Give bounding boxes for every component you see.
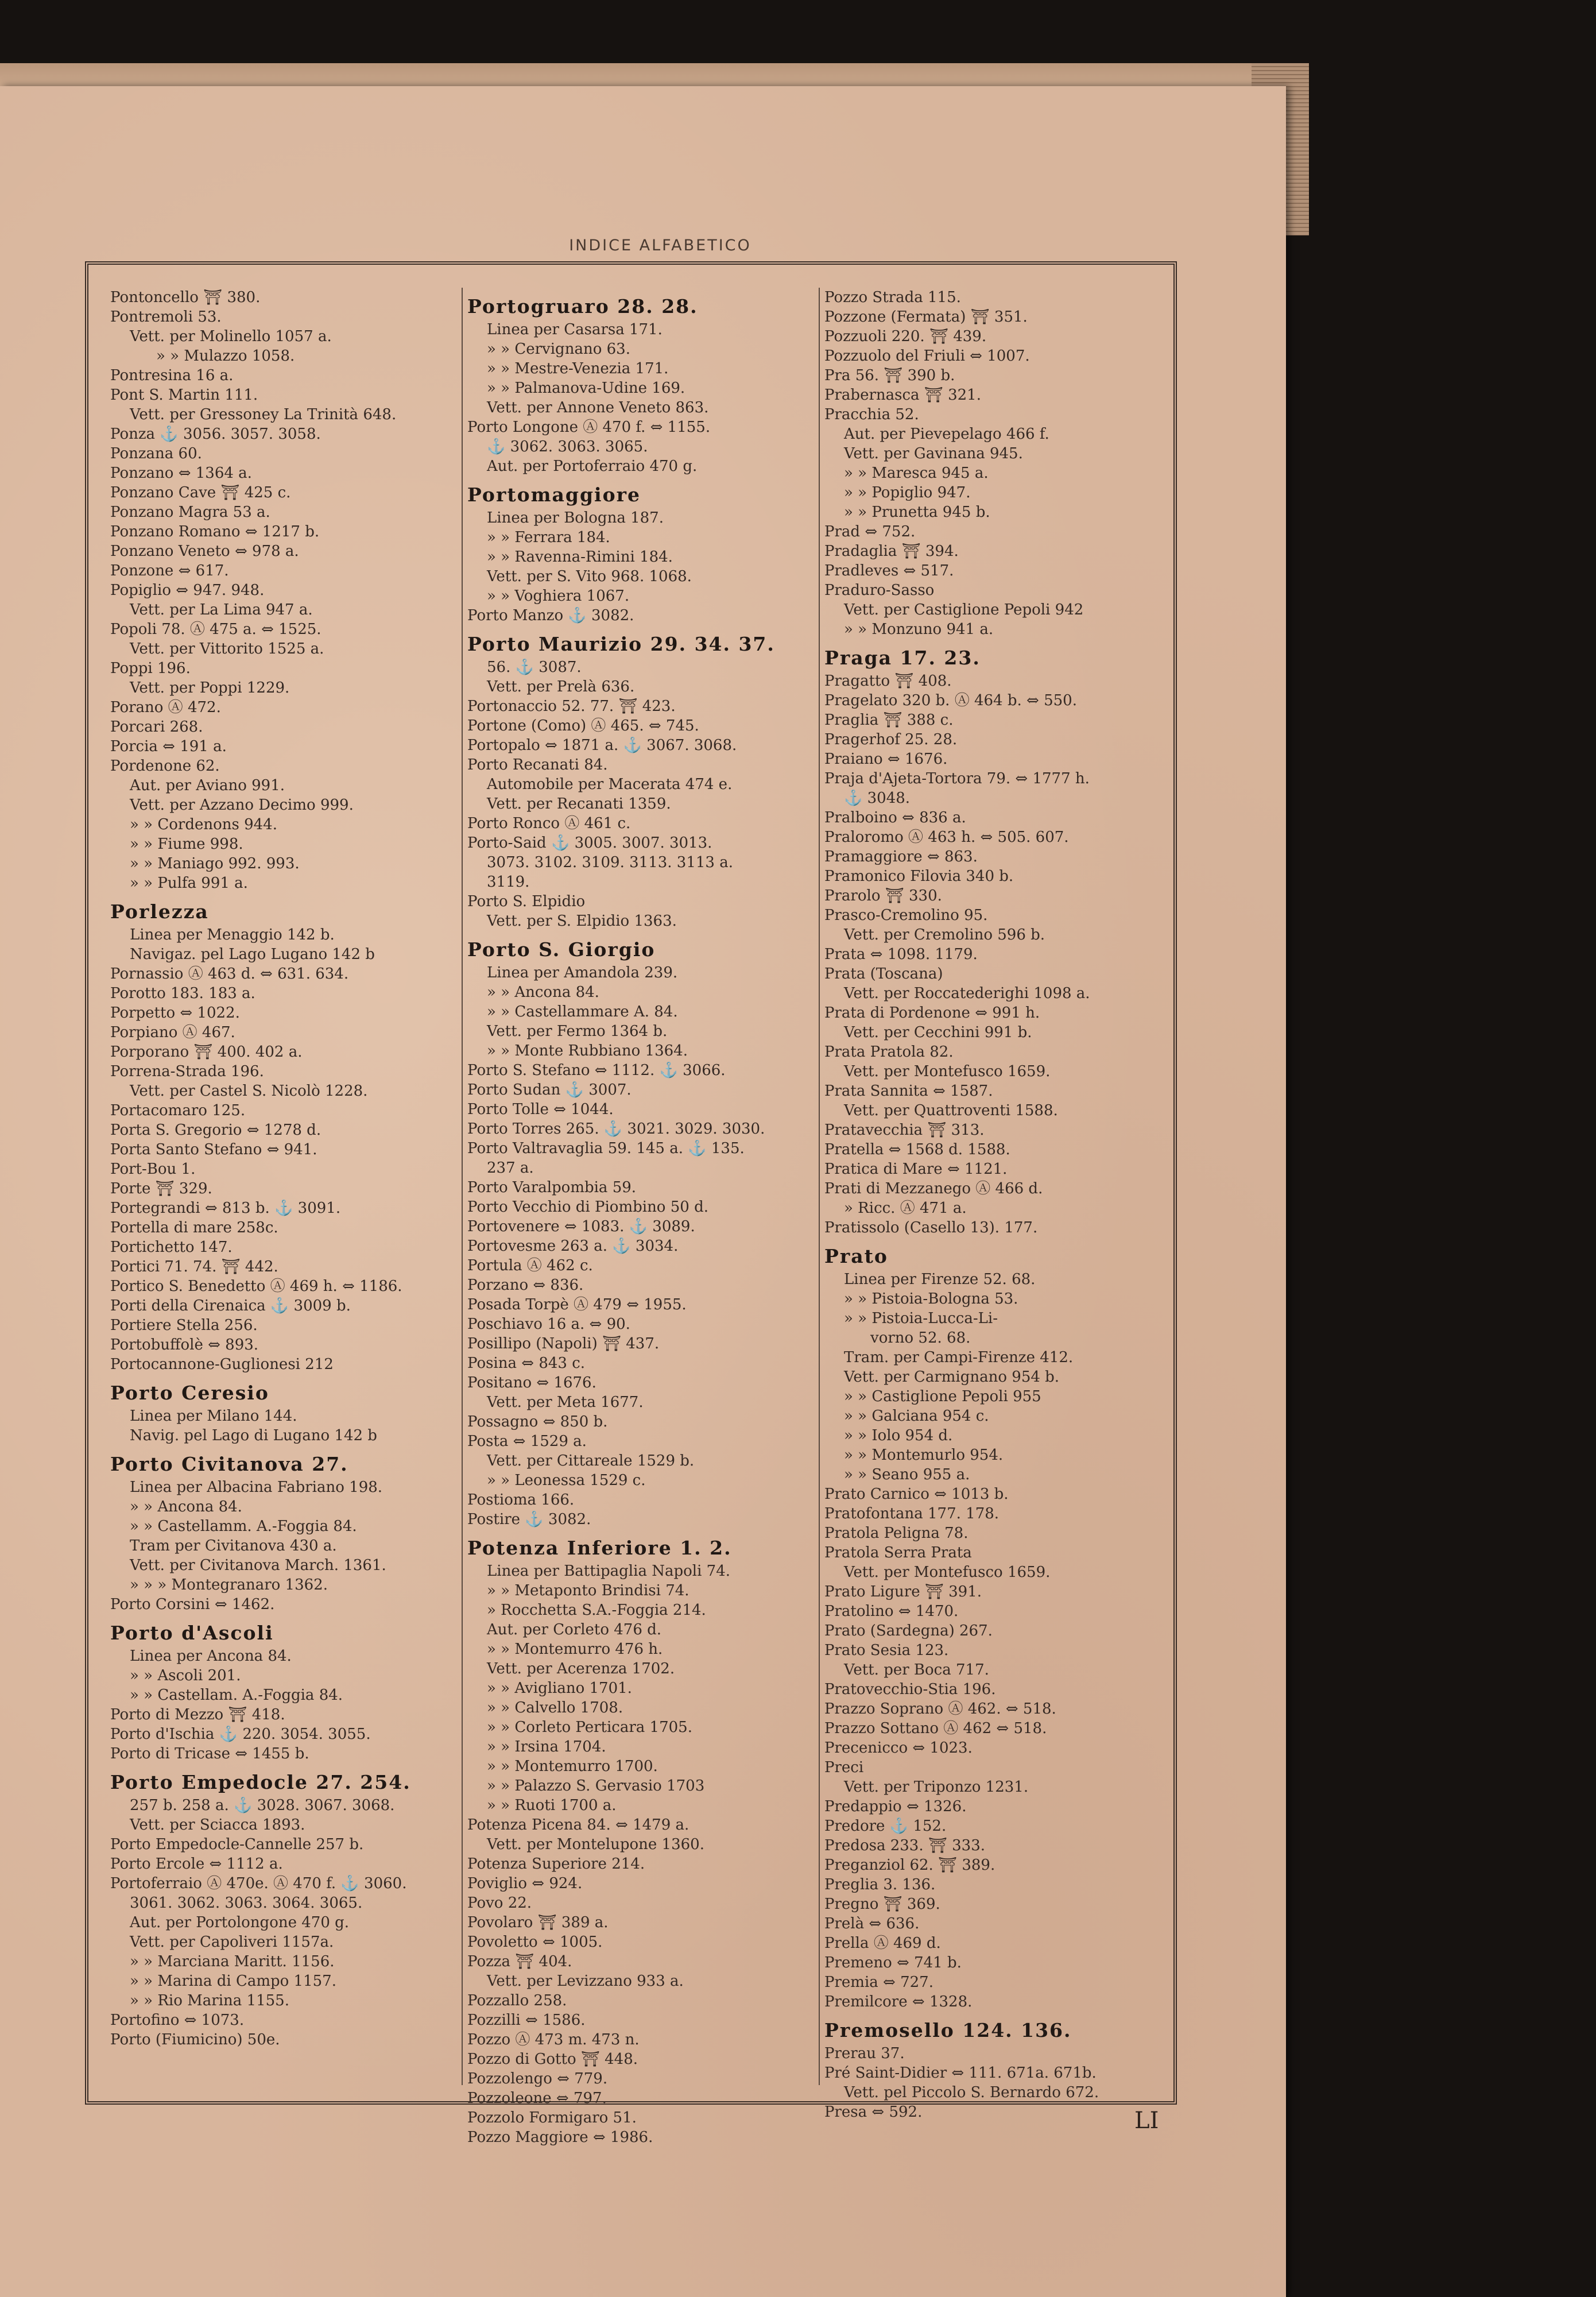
index-entry: 257 b. 258 a. ⚓ 3028. 3067. 3068. xyxy=(130,1797,395,1814)
index-entry: Porpetto ⇔ 1022. xyxy=(110,1004,240,1022)
index-entry: » » Palmanova-Udine 169. xyxy=(487,380,685,397)
index-entry: » » Voghiera 1067. xyxy=(487,587,630,605)
index-entry: Prata ⇔ 1098. 1179. xyxy=(824,946,978,963)
index-entry: Povoletto ⇔ 1005. xyxy=(467,1933,603,1951)
index-entry: » » Montemurlo 954. xyxy=(844,1447,1004,1464)
index-heading: Portogruaro 28. 28. xyxy=(467,295,698,318)
index-entry: Porto di Mezzo ⛩ 418. xyxy=(110,1706,285,1723)
index-entry: » » Monte Rubbiano 1364. xyxy=(487,1042,688,1059)
index-entry: Vett. per Gressoney La Trinità 648. xyxy=(130,406,397,423)
index-entry: Pramonico Filovia 340 b. xyxy=(824,868,1014,885)
index-entry: Vett. per Castel S. Nicolò 1228. xyxy=(130,1082,368,1100)
index-entry: » » Castellamm. A.-Foggia 84. xyxy=(130,1518,357,1535)
index-entry: » » Fiume 998. xyxy=(130,836,243,853)
index-entry: Ponzone ⇔ 617. xyxy=(110,562,229,579)
index-column-3 xyxy=(824,288,1163,2121)
index-entry: Povolaro ⛩ 389 a. xyxy=(467,1914,609,1931)
index-entry: » » Palazzo S. Gervasio 1703 xyxy=(487,1777,705,1795)
index-entry: Porto Manzo ⚓ 3082. xyxy=(467,607,634,624)
index-entry: Pra 56. ⛩ 390 b. xyxy=(824,367,955,384)
index-entry: Prato Ligure ⛩ 391. xyxy=(824,1583,982,1600)
index-entry: » Ricc. Ⓐ 471 a. xyxy=(844,1200,967,1217)
index-entry: Vett. per Cittareale 1529 b. xyxy=(487,1452,695,1470)
index-entry: Prata di Pordenone ⇔ 991 h. xyxy=(824,1004,1040,1022)
index-entry: » » Metaponto Brindisi 74. xyxy=(487,1582,689,1599)
index-entry: » » Leonessa 1529 c. xyxy=(487,1472,646,1489)
index-entry: Vett. per Roccatederighi 1098 a. xyxy=(844,985,1090,1002)
index-entry: Porto Sudan ⚓ 3007. xyxy=(467,1081,632,1099)
index-entry: » » Ancona 84. xyxy=(130,1498,242,1515)
index-entry: Poschiavo 16 a. ⇔ 90. xyxy=(467,1316,630,1333)
index-entry: Predappio ⇔ 1326. xyxy=(824,1798,967,1815)
index-entry: Porto Recanati 84. xyxy=(467,756,608,774)
index-entry: Portici 71. 74. ⛩ 442. xyxy=(110,1258,278,1275)
index-entry: Vett. per Azzano Decimo 999. xyxy=(130,796,354,814)
index-entry: Popiglio ⇔ 947. 948. xyxy=(110,582,265,599)
index-entry: Ponzano Romano ⇔ 1217 b. xyxy=(110,523,320,540)
index-entry: Pratovecchio-Stia 196. xyxy=(824,1681,996,1698)
index-entry: Vett. per Capoliveri 1157a. xyxy=(130,1933,334,1951)
index-entry: Porta S. Gregorio ⇔ 1278 d. xyxy=(110,1122,321,1139)
index-entry: » » Pistoia-Lucca-Li- xyxy=(844,1310,998,1327)
index-entry: Premilcore ⇔ 1328. xyxy=(824,1993,973,2010)
index-entry: Linea per Menaggio 142 b. xyxy=(130,926,335,943)
index-entry: Vett. per Montelupone 1360. xyxy=(487,1836,704,1853)
index-entry: Poppi 196. xyxy=(110,660,191,677)
index-entry: Poviglio ⇔ 924. xyxy=(467,1875,583,1892)
index-entry: Pozzo Maggiore ⇔ 1986. xyxy=(467,2129,653,2146)
index-entry: Prata (Toscana) xyxy=(824,965,943,983)
index-entry: Pratica di Mare ⇔ 1121. xyxy=(824,1161,1008,1178)
index-entry: Pramaggiore ⇔ 863. xyxy=(824,848,978,865)
index-entry: Vett. per Cecchini 991 b. xyxy=(844,1024,1032,1041)
index-entry: » » Montemurro 1700. xyxy=(487,1758,658,1775)
index-entry: Navig. pel Lago di Lugano 142 b xyxy=(130,1427,377,1444)
index-entry: Vett. per Recanati 1359. xyxy=(487,795,671,813)
index-entry: Porto Varalpombia 59. xyxy=(467,1179,637,1196)
index-entry: Pradleves ⇔ 517. xyxy=(824,562,954,579)
index-entry: Porrena-Strada 196. xyxy=(110,1063,264,1080)
index-entry: Praglia ⛩ 388 c. xyxy=(824,711,954,729)
index-entry: Premeno ⇔ 741 b. xyxy=(824,1954,962,1971)
index-entry: Vett. per Meta 1677. xyxy=(487,1394,644,1411)
index-entry: Praloromo Ⓐ 463 h. ⇔ 505. 607. xyxy=(824,829,1069,846)
index-entry: » » Ruoti 1700 a. xyxy=(487,1797,617,1814)
index-entry: Navigaz. pel Lago Lugano 142 b xyxy=(130,946,375,963)
index-entry: Posina ⇔ 843 c. xyxy=(467,1355,586,1372)
index-entry: Linea per Albacina Fabriano 198. xyxy=(130,1479,383,1496)
index-entry: Porti della Cirenaica ⚓ 3009 b. xyxy=(110,1297,351,1314)
index-frame xyxy=(85,261,1177,2146)
index-entry: Postioma 166. xyxy=(467,1491,575,1509)
column-divider xyxy=(819,288,820,2085)
index-entry: Portocannone-Guglionesi 212 xyxy=(110,1356,334,1373)
index-entry: Predore ⚓ 152. xyxy=(824,1818,947,1835)
index-entry: Porta Santo Stefano ⇔ 941. xyxy=(110,1141,317,1158)
index-entry: » » Avigliano 1701. xyxy=(487,1680,632,1697)
index-entry: Predosa 233. ⛩ 333. xyxy=(824,1837,986,1854)
index-entry: » » Mestre-Venezia 171. xyxy=(487,360,669,377)
index-entry: Ponzano ⇔ 1364 a. xyxy=(110,465,252,482)
index-entry: Portofino ⇔ 1073. xyxy=(110,2012,245,2029)
index-entry: Aut. per Portoferraio 470 g. xyxy=(487,458,698,475)
index-entry: Aut. per Corleto 476 d. xyxy=(487,1621,662,1638)
index-entry: » » Cervignano 63. xyxy=(487,341,630,358)
index-entry: Praduro-Sasso xyxy=(824,582,935,599)
index-entry: Porcari 268. xyxy=(110,718,203,736)
index-entry: vorno 52. 68. xyxy=(870,1329,971,1347)
index-entry: Posillipo (Napoli) ⛩ 437. xyxy=(467,1335,660,1352)
index-entry: Pozzo Ⓐ 473 m. 473 n. xyxy=(467,2031,640,2048)
index-entry: » » Maresca 945 a. xyxy=(844,465,989,482)
index-entry: Pratavecchia ⛩ 313. xyxy=(824,1122,985,1139)
index-entry: Porto di Tricase ⇔ 1455 b. xyxy=(110,1745,309,1762)
index-entry: » » Galciana 954 c. xyxy=(844,1407,989,1425)
index-entry: Vett. per Sciacca 1893. xyxy=(130,1816,305,1834)
index-entry: Linea per Ancona 84. xyxy=(130,1648,292,1665)
index-entry: Vett. pel Piccolo S. Bernardo 672. xyxy=(844,2084,1099,2101)
index-entry: Pradaglia ⛩ 394. xyxy=(824,543,959,560)
index-entry: Pragelato 320 b. Ⓐ 464 b. ⇔ 550. xyxy=(824,692,1077,709)
index-entry: Port-Bou 1. xyxy=(110,1161,196,1178)
index-entry: Pratola Serra Prata xyxy=(824,1544,972,1561)
index-entry: Vett. per Montefusco 1659. xyxy=(844,1564,1051,1581)
index-entry: Vett. per Annone Veneto 863. xyxy=(487,399,709,416)
index-entry: Pozzilli ⇔ 1586. xyxy=(467,2012,586,2029)
index-entry: » Rocchetta S.A.-Foggia 214. xyxy=(487,1602,706,1619)
index-heading: Porto S. Giorgio xyxy=(467,938,656,961)
index-entry: Porpiano Ⓐ 467. xyxy=(110,1024,235,1041)
index-entry: » » Pulfa 991 a. xyxy=(130,875,248,892)
index-entry: 3119. xyxy=(487,873,530,891)
index-entry: Prasco-Cremolino 95. xyxy=(824,907,988,924)
index-entry: Aut. per Aviano 991. xyxy=(130,777,285,794)
index-entry: Praja d'Ajeta-Tortora 79. ⇔ 1777 h. xyxy=(824,770,1090,787)
index-entry: Pozzo di Gotto ⛩ 448. xyxy=(467,2051,638,2068)
index-entry: Porto S. Stefano ⇔ 1112. ⚓ 3066. xyxy=(467,1062,726,1079)
index-entry: Vett. per Molinello 1057 a. xyxy=(130,328,332,345)
index-entry: Vett. per Vittorito 1525 a. xyxy=(130,640,324,658)
index-entry: Premia ⇔ 727. xyxy=(824,1974,933,1991)
index-entry: Pozzo Strada 115. xyxy=(824,289,961,306)
index-entry: Vett. per Triponzo 1231. xyxy=(844,1778,1029,1796)
index-heading: Porto d'Ascoli xyxy=(110,1622,274,1644)
index-entry: Vett. per Acerenza 1702. xyxy=(487,1660,675,1677)
index-entry: Vett. per Gavinana 945. xyxy=(844,445,1023,462)
index-entry: Portonaccio 52. 77. ⛩ 423. xyxy=(467,698,676,715)
index-entry: Portula Ⓐ 462 c. xyxy=(467,1257,593,1274)
index-entry: Pozzolo Formigaro 51. xyxy=(467,2109,637,2126)
index-entry: Porano Ⓐ 472. xyxy=(110,699,221,716)
index-entry: Pozzone (Fermata) ⛩ 351. xyxy=(824,308,1028,326)
index-entry: Prazzo Sottano Ⓐ 462 ⇔ 518. xyxy=(824,1720,1047,1737)
index-entry: Linea per Milano 144. xyxy=(130,1407,297,1425)
index-entry: Porcia ⇔ 191 a. xyxy=(110,738,227,755)
index-entry: Prato (Sardegna) 267. xyxy=(824,1622,993,1639)
index-entry: » » Maniago 992. 993. xyxy=(130,855,300,872)
index-entry: » » Castiglione Pepoli 955 xyxy=(844,1388,1041,1405)
index-entry: Postire ⚓ 3082. xyxy=(467,1511,591,1528)
index-entry: Vett. per Prelà 636. xyxy=(487,678,635,695)
page-number: LI xyxy=(1134,2107,1159,2134)
index-entry: » » Calvello 1708. xyxy=(487,1699,623,1716)
running-head: INDICE ALFABETICO xyxy=(569,237,751,254)
index-entry: Portella di mare 258c. xyxy=(110,1219,278,1236)
index-heading: Porto Civitanova 27. xyxy=(110,1453,348,1475)
index-entry: Pornassio Ⓐ 463 d. ⇔ 631. 634. xyxy=(110,965,349,983)
index-entry: Porto Longone Ⓐ 470 f. ⇔ 1155. xyxy=(467,419,711,436)
index-entry: Pralboino ⇔ 836 a. xyxy=(824,809,966,826)
index-entry: Portovenere ⇔ 1083. ⚓ 3089. xyxy=(467,1218,695,1235)
index-entry: Preglia 3. 136. xyxy=(824,1876,936,1893)
index-entry: » » Irsina 1704. xyxy=(487,1738,606,1755)
index-entry: Vett. per Levizzano 933 a. xyxy=(487,1973,684,1990)
index-entry: » » Montemurro 476 h. xyxy=(487,1641,663,1658)
index-entry: Pozzallo 258. xyxy=(467,1992,567,2009)
index-entry: Prerau 37. xyxy=(824,2045,905,2062)
index-entry: Pont S. Martin 111. xyxy=(110,386,258,404)
index-entry: Prazzo Soprano Ⓐ 462. ⇔ 518. xyxy=(824,1700,1056,1718)
index-entry: » » Popiglio 947. xyxy=(844,484,971,501)
index-entry: Vett. per Boca 717. xyxy=(844,1661,989,1679)
index-heading: Praga 17. 23. xyxy=(824,647,981,669)
index-entry: Vett. per Poppi 1229. xyxy=(130,679,290,697)
index-entry: » » Corleto Perticara 1705. xyxy=(487,1719,692,1736)
index-entry: Linea per Bologna 187. xyxy=(487,509,664,527)
index-entry: Pozzoleone ⇔ 797. xyxy=(467,2090,607,2107)
index-entry: Pré Saint-Didier ⇔ 111. 671a. 671b. xyxy=(824,2064,1097,2082)
index-entry: Potenza Superiore 214. xyxy=(467,1855,645,1873)
index-entry: Prella Ⓐ 469 d. xyxy=(824,1935,941,1952)
index-entry: Vett. per Cremolino 596 b. xyxy=(844,926,1045,943)
index-entry: Portiere Stella 256. xyxy=(110,1317,258,1334)
index-entry: Vett. per Montefusco 1659. xyxy=(844,1063,1051,1080)
index-entry: Vett. per La Lima 947 a. xyxy=(130,601,313,618)
index-entry: Portobuffolè ⇔ 893. xyxy=(110,1336,259,1354)
index-entry: Pozza ⛩ 404. xyxy=(467,1953,572,1970)
index-entry: Porto d'Ischia ⚓ 220. 3054. 3055. xyxy=(110,1726,371,1743)
index-entry: » » Cordenons 944. xyxy=(130,816,277,833)
index-entry: Porto Ronco Ⓐ 461 c. xyxy=(467,815,631,832)
index-entry: Porto Valtravaglia 59. 145 a. ⚓ 135. xyxy=(467,1140,745,1157)
index-entry: Povo 22. xyxy=(467,1894,532,1912)
index-entry: Porzano ⇔ 836. xyxy=(467,1277,584,1294)
index-entry: 56. ⚓ 3087. xyxy=(487,659,582,676)
index-column-2 xyxy=(467,288,806,2146)
index-entry: Pregno ⛩ 369. xyxy=(824,1896,940,1913)
index-entry: Porto-Said ⚓ 3005. 3007. 3013. xyxy=(467,834,712,852)
index-entry: Porte ⛩ 329. xyxy=(110,1180,212,1197)
index-entry: Pratissolo (Casello 13). 177. xyxy=(824,1219,1038,1236)
index-entry: Vett. per Civitanova March. 1361. xyxy=(130,1557,386,1574)
index-entry: Precenicco ⇔ 1023. xyxy=(824,1739,973,1757)
index-entry: Portichetto 147. xyxy=(110,1239,233,1256)
index-entry: Linea per Battipaglia Napoli 74. xyxy=(487,1563,730,1580)
index-entry: Pontoncello ⛩ 380. xyxy=(110,289,261,306)
index-column-1 xyxy=(110,288,449,2097)
index-entry: Pozzolengo ⇔ 779. xyxy=(467,2070,608,2087)
index-entry: » » Monzuno 941 a. xyxy=(844,621,994,638)
index-entry: » » Marina di Campo 1157. xyxy=(130,1973,336,1990)
index-entry: Tram. per Campi-Firenze 412. xyxy=(844,1349,1074,1366)
index-entry: Automobile per Macerata 474 e. xyxy=(487,776,733,793)
index-heading: Porto Maurizio 29. 34. 37. xyxy=(467,633,775,655)
index-entry: Pragerhof 25. 28. xyxy=(824,731,958,748)
index-entry: » » Prunetta 945 b. xyxy=(844,504,990,521)
index-entry: Ponzana 60. xyxy=(110,445,202,462)
index-entry: Linea per Amandola 239. xyxy=(487,964,678,981)
index-entry: Potenza Picena 84. ⇔ 1479 a. xyxy=(467,1816,689,1834)
index-entry: Posada Torpè Ⓐ 479 ⇔ 1955. xyxy=(467,1296,687,1313)
index-entry: Praiano ⇔ 1676. xyxy=(824,751,948,768)
index-heading: Porlezza xyxy=(110,900,209,923)
index-entry: Portopalo ⇔ 1871 a. ⚓ 3067. 3068. xyxy=(467,737,737,754)
index-entry: Prato Carnico ⇔ 1013 b. xyxy=(824,1486,1009,1503)
index-entry: Positano ⇔ 1676. xyxy=(467,1374,596,1391)
index-entry: Portegrandi ⇔ 813 b. ⚓ 3091. xyxy=(110,1200,341,1217)
index-entry: Prata Sannita ⇔ 1587. xyxy=(824,1082,993,1100)
index-entry: » » Ferrara 184. xyxy=(487,529,610,546)
index-entry: Ponzano Cave ⛩ 425 c. xyxy=(110,484,291,501)
index-entry: Posta ⇔ 1529 a. xyxy=(467,1433,587,1450)
index-entry: Prato Sesia 123. xyxy=(824,1642,949,1659)
index-entry: » » Castellam. A.-Foggia 84. xyxy=(130,1687,343,1704)
index-entry: Pratofontana 177. 178. xyxy=(824,1505,1000,1522)
index-entry: » » Castellammare A. 84. xyxy=(487,1003,678,1020)
index-entry: » » Rio Marina 1155. xyxy=(130,1992,289,2009)
index-entry: Prad ⇔ 752. xyxy=(824,523,916,540)
column-divider xyxy=(462,288,463,2085)
index-entry: 3061. 3062. 3063. 3064. 3065. xyxy=(130,1894,363,1912)
index-entry: 237 a. xyxy=(487,1159,534,1177)
index-entry: Pordenone 62. xyxy=(110,757,220,775)
index-entry: » » Ancona 84. xyxy=(487,984,599,1001)
index-heading: Prato xyxy=(824,1245,888,1267)
index-entry: » » Ascoli 201. xyxy=(130,1667,241,1684)
index-entry: Vett. per S. Elpidio 1363. xyxy=(487,912,677,930)
index-entry: Vett. per S. Vito 968. 1068. xyxy=(487,568,692,585)
index-entry: Aut. per Portolongone 470 g. xyxy=(130,1914,350,1931)
index-entry: Preganziol 62. ⛩ 389. xyxy=(824,1857,995,1874)
index-entry: Pragatto ⛩ 408. xyxy=(824,672,952,690)
index-entry: Prati di Mezzanego Ⓐ 466 d. xyxy=(824,1180,1043,1197)
index-entry: Linea per Firenze 52. 68. xyxy=(844,1271,1036,1288)
index-entry: Pozzuoli 220. ⛩ 439. xyxy=(824,328,987,345)
index-entry: Preci xyxy=(824,1759,864,1776)
index-entry: Vett. per Quattroventi 1588. xyxy=(844,1102,1058,1119)
index-entry: Porto Ercole ⇔ 1112 a. xyxy=(110,1855,283,1873)
index-entry: Vett. per Carmignano 954 b. xyxy=(844,1368,1060,1386)
index-entry: Prelà ⇔ 636. xyxy=(824,1915,920,1932)
index-entry: Popoli 78. Ⓐ 475 a. ⇔ 1525. xyxy=(110,621,321,638)
index-entry: Portico S. Benedetto Ⓐ 469 h. ⇔ 1186. xyxy=(110,1278,402,1295)
index-entry: Porto Corsini ⇔ 1462. xyxy=(110,1596,275,1613)
index-heading: Potenza Inferiore 1. 2. xyxy=(467,1537,732,1559)
index-entry: » » Pistoia-Bologna 53. xyxy=(844,1290,1018,1308)
index-entry: Porto Torres 265. ⚓ 3021. 3029. 3030. xyxy=(467,1120,765,1138)
index-entry: » » Ravenna-Rimini 184. xyxy=(487,548,673,566)
index-entry: Possagno ⇔ 850 b. xyxy=(467,1413,608,1430)
index-entry: Pratolino ⇔ 1470. xyxy=(824,1603,959,1620)
index-entry: Vett. per Fermo 1364 b. xyxy=(487,1023,668,1040)
index-entry: » » Mulazzo 1058. xyxy=(156,347,295,365)
index-entry: Pozzuolo del Friuli ⇔ 1007. xyxy=(824,347,1030,365)
index-entry: Porto Vecchio di Piombino 50 d. xyxy=(467,1198,708,1216)
index-entry: Portacomaro 125. xyxy=(110,1102,246,1119)
index-entry: Portoferraio Ⓐ 470e. Ⓐ 470 f. ⚓ 3060. xyxy=(110,1875,407,1892)
index-entry: Prabernasca ⛩ 321. xyxy=(824,386,981,404)
index-entry: Porporano ⛩ 400. 402 a. xyxy=(110,1043,303,1061)
index-entry: Porto Tolle ⇔ 1044. xyxy=(467,1101,614,1118)
index-entry: Ponzano Veneto ⇔ 978 a. xyxy=(110,543,299,560)
index-entry: » » Marciana Maritt. 1156. xyxy=(130,1953,335,1970)
index-entry: Vett. per Castiglione Pepoli 942 xyxy=(844,601,1084,618)
index-entry: Linea per Casarsa 171. xyxy=(487,321,663,338)
index-entry: » » » Montegranaro 1362. xyxy=(130,1576,328,1594)
index-heading: Porto Ceresio xyxy=(110,1382,269,1404)
index-entry: Ponza ⚓ 3056. 3057. 3058. xyxy=(110,426,321,443)
index-entry: Portone (Como) Ⓐ 465. ⇔ 745. xyxy=(467,717,699,734)
index-entry: Porto S. Elpidio xyxy=(467,893,586,910)
index-entry: Pontremoli 53. xyxy=(110,308,222,326)
index-entry: Tram per Civitanova 430 a. xyxy=(130,1537,337,1554)
index-entry: » » Seano 955 a. xyxy=(844,1466,970,1483)
index-entry: Presa ⇔ 592. xyxy=(824,2103,923,2121)
index-entry: Ponzano Magra 53 a. xyxy=(110,504,270,521)
index-entry: Pratella ⇔ 1568 d. 1588. xyxy=(824,1141,1010,1158)
index-entry: 3073. 3102. 3109. 3113. 3113 a. xyxy=(487,854,733,871)
index-entry: Porto Empedocle-Cannelle 257 b. xyxy=(110,1836,364,1853)
index-heading: Porto Empedocle 27. 254. xyxy=(110,1771,411,1793)
index-entry: Prarolo ⛩ 330. xyxy=(824,887,942,904)
index-entry: Pratola Peligna 78. xyxy=(824,1525,969,1542)
index-entry: ⚓ 3062. 3063. 3065. xyxy=(487,438,648,455)
index-entry: ⚓ 3048. xyxy=(844,790,911,807)
index-entry: Aut. per Pievepelago 466 f. xyxy=(844,426,1049,443)
index-heading: Portomaggiore xyxy=(467,484,641,506)
index-entry: Pontresina 16 a. xyxy=(110,367,234,384)
index-entry: Prata Pratola 82. xyxy=(824,1043,954,1061)
index-heading: Premosello 124. 136. xyxy=(824,2019,1072,2041)
index-entry: Porotto 183. 183 a. xyxy=(110,985,255,1002)
index-entry: Pracchia 52. xyxy=(824,406,919,423)
index-entry: » » Iolo 954 d. xyxy=(844,1427,953,1444)
index-entry: Portovesme 263 a. ⚓ 3034. xyxy=(467,1238,679,1255)
index-entry: Porto (Fiumicino) 50e. xyxy=(110,2031,280,2048)
